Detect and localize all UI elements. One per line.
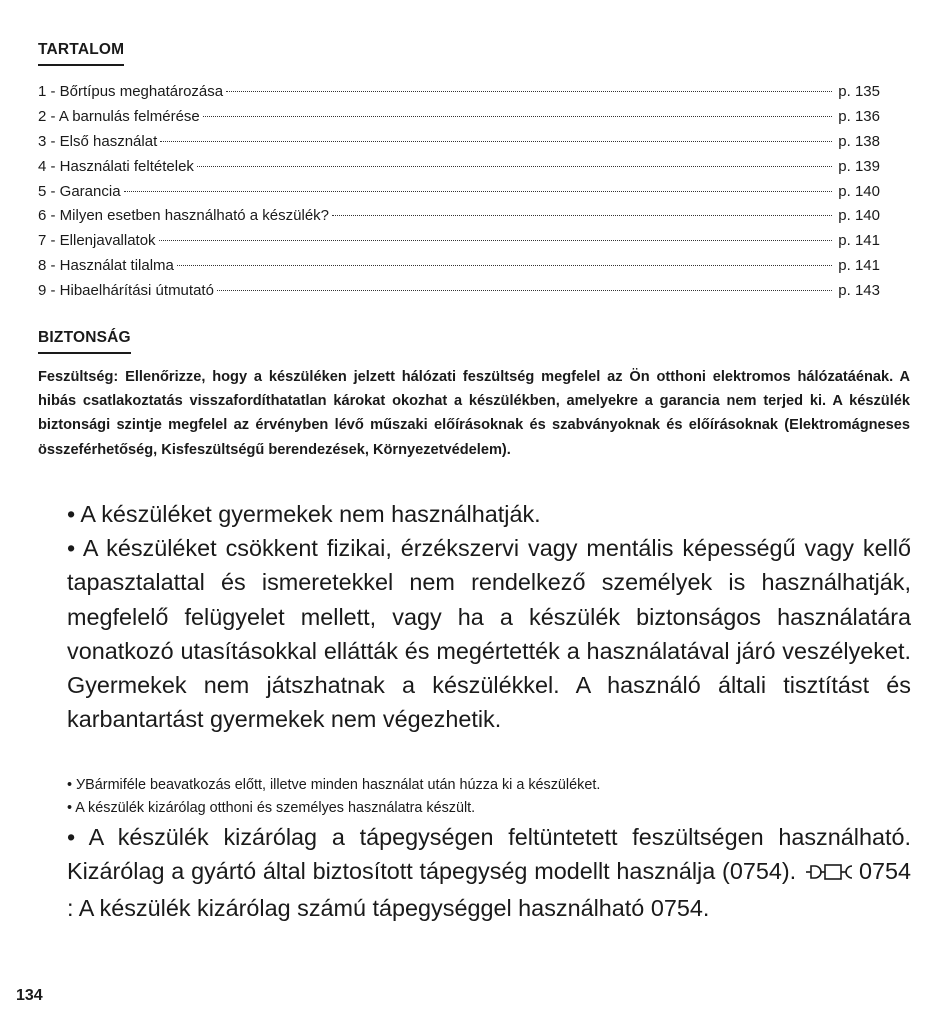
toc-heading: TARTALOM <box>38 40 124 66</box>
safety-bullet-reduced-capability: • A készüléket csökkent fizikai, érzékszervi vagy mentális képességű vagy kellő tapasztalattal és ismeretekkel nem rendelkező személyek is használhatják, megfelelő felügyelet mellett, vagy ha a készülék biztonságos használatára vonatkozó utasításokkal ellátták és megértették a használatával járó veszélyeket. Gyermekek nem játszhatnak a készülékkel. A használó általi tisztítást és karbantartást gyermekek nem végezhetik. <box>67 535 911 733</box>
safety-bullet-children: • A készüléket gyermekek nem használhatják. <box>67 501 541 527</box>
voltage-text: Ellenőrizze, hogy a készüléken jelzett hálózati feszültség megfelel az Ön otthoni elektromos hálózatáénak. A hibás csatlakoztatás visszafordíthatatlan károkat okozhat a készülékben, amelyekre a garancia nem terjed ki. A készülék biztonsági szintje megfelel az érvényben lévő műszaki előírásoknak és szabványoknak és előírásoknak (Elektromágneses összeférhetőség, Kisfeszültségű berendezések, Környezetvédelem). <box>38 369 910 458</box>
toc-item-title: 6 - Milyen esetben használható a készülék? <box>38 207 330 225</box>
toc-item-title: 2 - A barnulás felmérése <box>38 107 200 125</box>
toc-item-title: 4 - Használati feltételek <box>38 157 194 175</box>
toc-item-page: p. 140 <box>838 207 880 225</box>
safety-heading: BIZTONSÁG <box>38 328 131 354</box>
toc-item[interactable] <box>38 279 880 304</box>
toc-item[interactable] <box>38 155 880 180</box>
toc-dot-leader <box>217 290 832 291</box>
safety-bullet-unplug: • УBármiféle beavatkozás előtt, illetve minden használat után húzza ki a készüléket. <box>67 777 601 793</box>
toc-item-page: p. 139 <box>838 157 880 175</box>
toc-item-title: 3 - Első használat <box>38 132 158 150</box>
voltage-label: Feszültség: <box>38 369 119 385</box>
toc-item-title: 7 - Ellenjavallatok <box>38 232 156 250</box>
toc-item[interactable] <box>38 105 880 130</box>
toc-item-title: 8 - Használat tilalma <box>38 257 174 275</box>
toc-item[interactable] <box>38 130 880 155</box>
toc-dot-leader <box>332 215 832 216</box>
power-adapter-text-1: • A készülék kizárólag a tápegységen feltüntetett feszültségen használható. Kizárólag a gyártó által biztosított tápegység modellt használja (0754). <box>67 824 911 885</box>
table-of-contents <box>38 80 880 304</box>
toc-dot-leader <box>159 240 833 241</box>
toc-dot-leader <box>160 141 832 142</box>
toc-item-page: p. 135 <box>838 83 880 100</box>
toc-item[interactable] <box>38 204 880 229</box>
safety-bullet-home-use: • A készülék kizárólag otthoni és személyes használatra készült. <box>67 800 476 816</box>
toc-dot-leader <box>197 166 832 167</box>
power-adapter-text-2: 0754 : A készülék kizárólag számú tápegységgel használható 0754. <box>67 858 911 921</box>
toc-item[interactable] <box>38 180 880 205</box>
toc-item-page: p. 138 <box>838 132 880 150</box>
toc-item-page: p. 141 <box>838 232 880 250</box>
toc-item-page: p. 143 <box>838 282 880 300</box>
power-adapter-icon <box>805 856 855 890</box>
toc-dot-leader <box>203 116 833 117</box>
toc-dot-leader <box>124 191 833 192</box>
toc-item-title: 9 - Hibaelhárítási útmutató <box>38 282 214 300</box>
toc-item-title: 5 - Garancia <box>38 182 121 200</box>
toc-item-page: p. 136 <box>838 107 880 125</box>
toc-item[interactable] <box>38 229 880 254</box>
toc-item[interactable] <box>38 254 880 279</box>
safety-bullet-power-adapter <box>67 820 911 925</box>
page-number: 134 <box>16 987 43 1004</box>
voltage-warning <box>38 365 910 462</box>
toc-item-title: 1 - Bőrtípus meghatározása <box>38 83 224 100</box>
toc-item-page: p. 141 <box>838 257 880 275</box>
toc-item-page: p. 140 <box>838 182 880 200</box>
toc-dot-leader <box>226 91 832 92</box>
toc-item[interactable] <box>38 80 880 105</box>
toc-dot-leader <box>177 265 832 266</box>
